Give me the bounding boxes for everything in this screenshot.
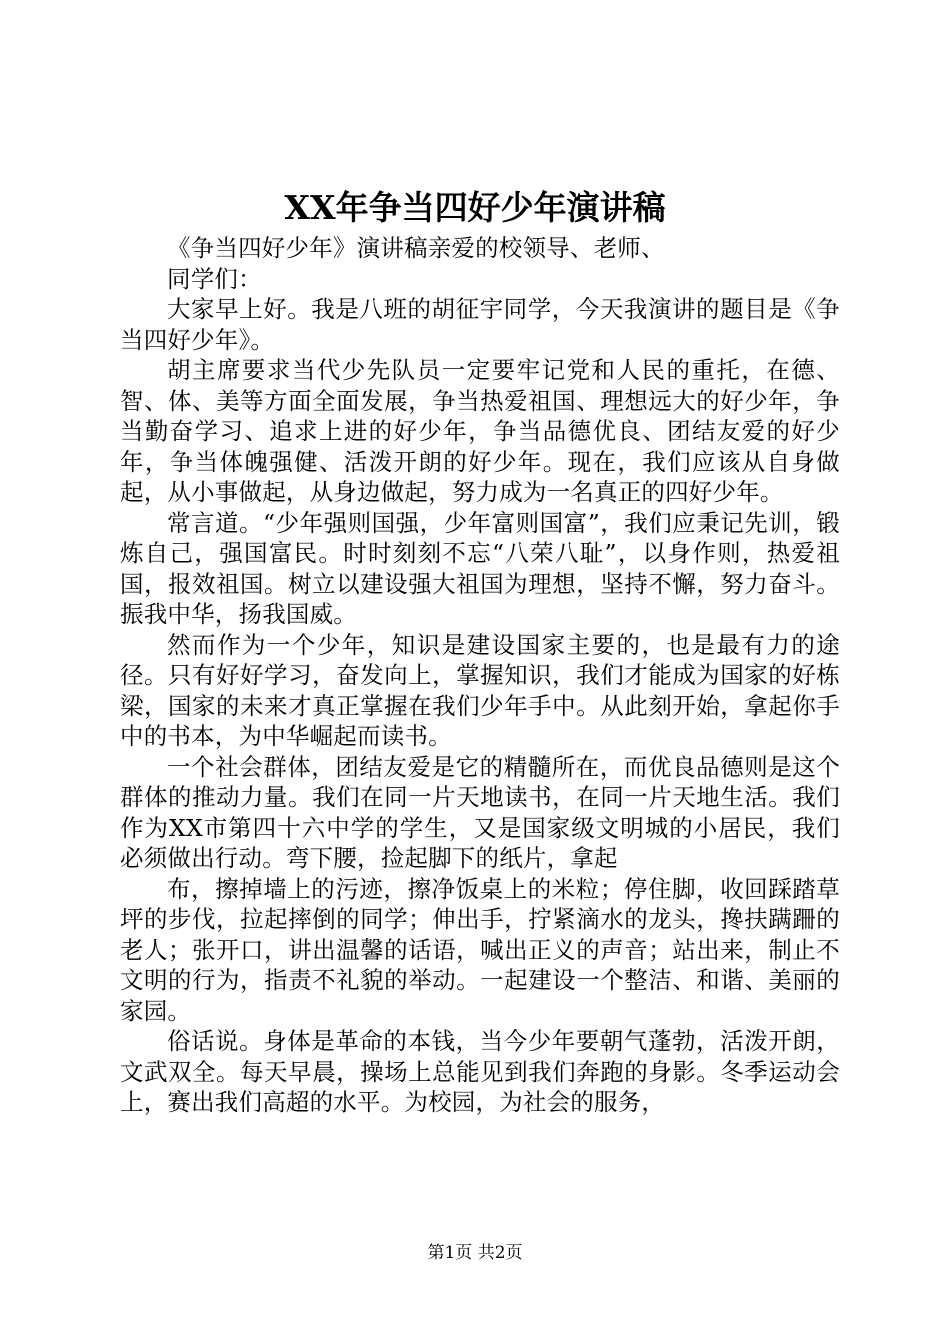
paragraph: 俗话说。身体是革命的本钱，当今少年要朝气蓬勃，活泼开朗，文武双全。每天早晨，操场上总能见到我们奔跑的身影。冬季运动会上，赛出我们高超的水平。为校园，为社会的服务， [120,1027,840,1116]
paragraph: 一个社会群体，团结友爱是它的精髓所在，而优良品德则是这个群体的推动力量。我们在同一片天地读书，在同一片天地生活。我们作为XX市第四十六中学的学生，又是国家级文明城的小居民，我们必须做出行动。弯下腰，捡起脚下的纸片，拿起 [120,752,840,872]
paragraph: 大家早上好。我是八班的胡征宇同学，今天我演讲的题目是《争当四好少年》。 [120,295,840,354]
paragraph: 常言道。“少年强则国强，少年富则国富”，我们应秉记先训，锻炼自己，强国富民。时时刻刻不忘“八荣八耻”，以身作则，热爱祖国，报效祖国。树立以建设强大祖国为理想，坚持不懈，努力奋斗。振我中华，扬我国威。 [120,508,840,628]
page-number-footer: 第1页 共2页 [427,1243,523,1263]
document-body [120,233,840,1118]
document-title: XX年争当四好少年演讲稿 [284,188,666,227]
paragraph: 同学们： [167,264,262,293]
paragraph: 胡主席要求当代少先队员一定要牢记党和人民的重托，在德、智、体、美等方面全面发展，争当热爱祖国、理想远大的好少年，争当勤奋学习、追求上进的好少年，争当品德优良、团结友爱的好少年，争当体魄强健、活泼开朗的好少年。现在，我们应该从自身做起，从小事做起，从身边做起，努力成为一名真正的四好少年。 [120,356,840,506]
paragraph: 然而作为一个少年，知识是建设国家主要的，也是最有力的途径。只有好好学习，奋发向上，掌握知识，我们才能成为国家的好栋梁，国家的未来才真正掌握在我们少年手中。从此刻开始，拿起你手中的书本，为中华崛起而读书。 [120,630,840,750]
paragraph: 《争当四好少年》演讲稿亲爱的校领导、老师、 [167,234,665,262]
paragraph: 布，擦掉墙上的污迹，擦净饭桌上的米粒；停住脚，收回踩踏草坪的步伐，拉起摔倒的同学；伸出手，拧紧滴水的龙头，搀扶蹒跚的老人；张开口，讲出温馨的话语，喊出正义的声音；站出来，制止不文明的行为，指责不礼貌的举动。一起建设一个整洁、和谐、美丽的家园。 [120,874,840,1025]
